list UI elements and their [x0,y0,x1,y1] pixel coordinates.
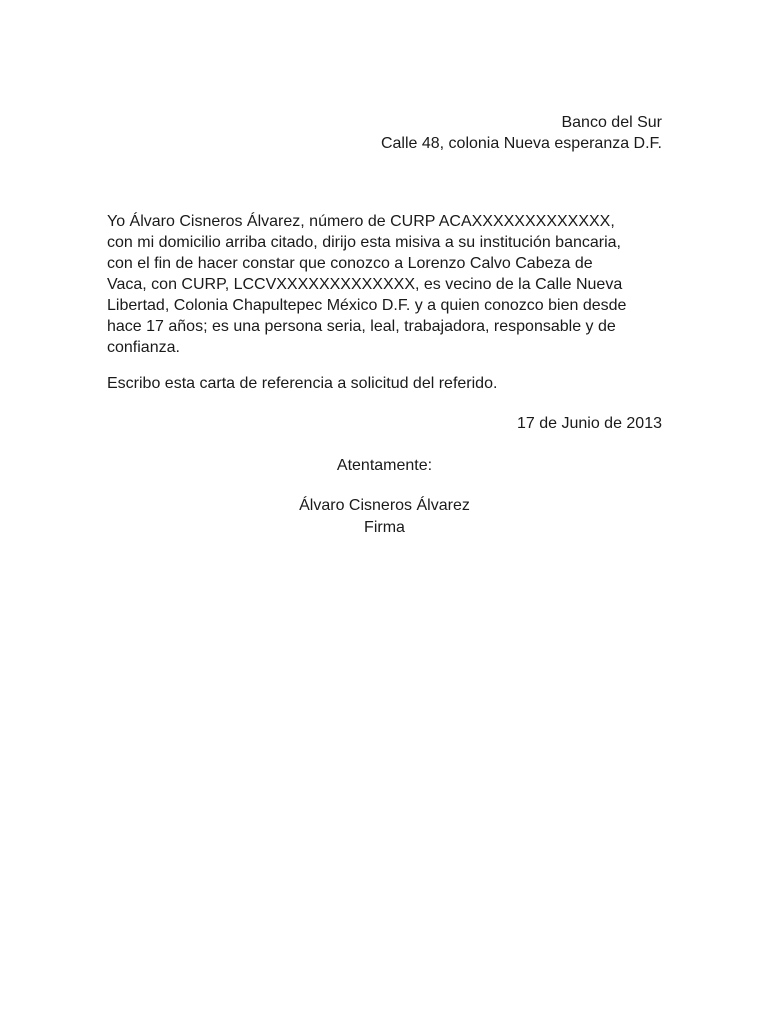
recipient-block [107,112,662,154]
letter-date: 17 de Junio de 2013 [516,415,662,432]
signature-block [107,495,662,539]
body-line: confianza. [107,339,180,356]
body-line: Vaca, con CURP, LCCVXXXXXXXXXXXXX, es vecino de la Calle Nueva [107,276,623,293]
body-line: hace 17 años; es una persona seria, leal, trabajadora, responsable y de [107,318,616,335]
recipient-name: Banco del Sur [561,114,662,131]
closing: Atentamente: [336,457,433,474]
reference-note: Escribo esta carta de referencia a solicitud del referido. [107,375,498,392]
signature-label: Firma [364,519,405,536]
body-line: Yo Álvaro Cisneros Álvarez, número de CURP ACAXXXXXXXXXXXXX, [107,213,615,230]
recipient-address: Calle 48, colonia Nueva esperanza D.F. [380,135,662,152]
body-line: con mi domicilio arriba citado, dirijo esta misiva a su institución bancaria, [107,234,621,251]
letter-body [107,211,662,358]
body-line: con el fin de hacer constar que conozco a Lorenzo Calvo Cabeza de [107,255,593,272]
body-line: Libertad, Colonia Chapultepec México D.F. y a quien conozco bien desde [107,297,627,314]
signature-name: Álvaro Cisneros Álvarez [299,497,470,514]
